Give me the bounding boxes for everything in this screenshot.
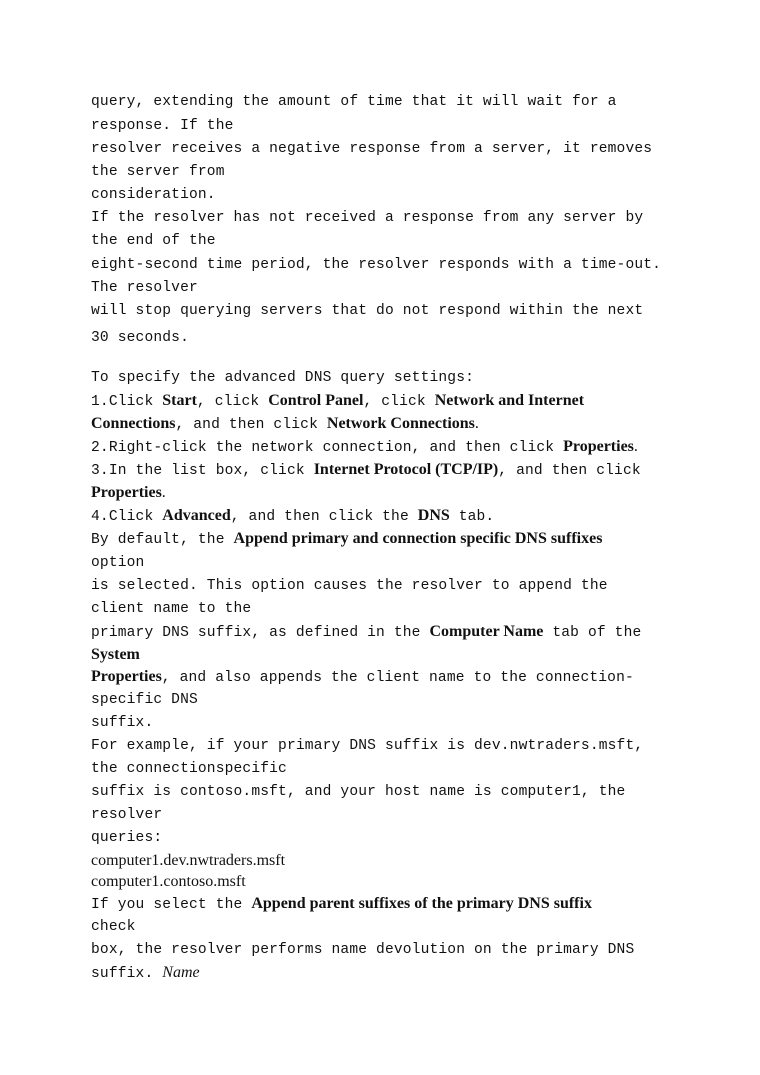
text-line [91,666,634,689]
query-example: computer1.contoso.msft [91,873,246,890]
text-line: will stop querying servers that do not respond within the next [91,303,644,319]
text-run: primary DNS suffix, as defined in the [91,625,430,641]
step-4-line [91,505,494,528]
text-run: tab of the [543,625,642,641]
bold-term-properties: Properties [91,484,162,501]
bold-term-append-primary: Append primary and connection specific DNS suffixes [233,530,603,547]
text-line: 30 seconds. [91,330,189,346]
bold-term-control-panel: Control Panel [268,392,364,409]
text-run: , and then click the [230,509,418,525]
text-line [91,528,602,551]
text-line: The resolver [91,280,198,296]
query-example: computer1.dev.nwtraders.msft [91,852,286,869]
bold-term-append-parent: Append parent suffixes of the primary DNS suffix [251,895,592,912]
text-run: 3.In the list box, click [91,463,314,479]
text-line [91,893,592,916]
text-run: , and also appends the client name to the connection- [161,670,634,686]
bold-term-start: Start [162,392,197,409]
text-run: 1.Click [91,394,163,410]
text-line: response. If the [91,118,234,134]
bold-term-system: System [91,646,140,663]
text-line: eight-second time period, the resolver responds with a time-out. [91,257,662,273]
text-line: suffix is contoso.msft, and your host name is computer1, the [91,784,626,800]
bold-term-dns: DNS [417,507,450,524]
text-line: client name to the [91,601,252,617]
text-run: , click [363,394,435,410]
text-run: tab. [449,509,495,525]
text-line: the connectionspecific [91,761,287,777]
text-run: suffix. [91,966,163,982]
text-run: . [474,415,479,432]
text-line: For example, if your primary DNS suffix is dev.nwtraders.msft, [91,738,644,754]
text-run: , and then click [175,417,327,433]
text-run: 2.Right-click the network connection, and then click [91,440,564,456]
bold-term-properties: Properties [563,438,634,455]
text-line: box, the resolver performs name devolution on the primary DNS [91,942,635,958]
bold-term-network-connections: Network Connections [326,415,475,432]
text-line: If the resolver has not received a response from any server by [91,210,644,226]
bold-term-network-internet: Network and Internet [434,392,585,409]
text-line: is selected. This option causes the resolver to append the [91,578,608,594]
step-1-line-2 [91,413,479,436]
text-line: consideration. [91,187,216,203]
text-line: specific DNS [91,692,198,708]
text-line: query, extending the amount of time that it will wait for a [91,94,617,110]
text-run: By default, the [91,532,234,548]
italic-term-name: Name [162,964,200,981]
text-run: If you select the [91,897,252,913]
text-run: , and then click [498,463,641,479]
text-line: option [91,555,145,571]
text-run: . [161,484,166,501]
steps-intro: To specify the advanced DNS query settings: [91,370,475,386]
step-3-line [91,459,641,482]
step-3-line-2 [91,482,166,505]
text-line: the end of the [91,233,216,249]
text-line [91,644,140,667]
text-line [91,621,641,644]
bold-term-advanced: Advanced [162,507,231,524]
text-line [91,962,200,985]
text-line: check [91,919,136,935]
step-1-line [91,390,584,413]
text-run: 4.Click [91,509,163,525]
bold-term-computer-name: Computer Name [429,623,544,640]
bold-term-properties: Properties [91,668,162,685]
step-2-line [91,436,638,459]
bold-term-tcpip: Internet Protocol (TCP/IP) [313,461,499,478]
text-line: resolver receives a negative response from a server, it removes [91,141,653,157]
text-line: resolver [91,807,163,823]
text-line: the server from [91,164,225,180]
text-line: suffix. [91,715,154,731]
text-run: . [633,438,638,455]
text-run: , click [196,394,269,410]
bold-term-connections: Connections [91,415,176,432]
text-line: queries: [91,830,163,846]
